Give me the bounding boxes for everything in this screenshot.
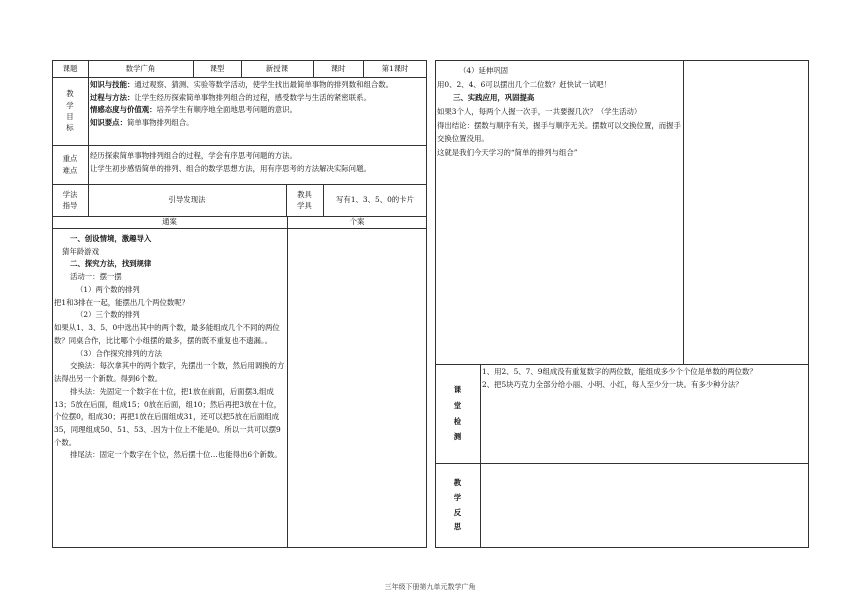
body-line: 二、探究方法，找到规律 <box>70 259 152 269</box>
check-content <box>482 366 807 461</box>
focus-line-1: 经历探索简单事物排列组合的过程，学会有序思考问题的方法。 <box>90 151 297 160</box>
body-line: 猜年龄游戏 <box>62 246 99 256</box>
body-line: 这就是我们今天学习的“简单的排列与组合” <box>437 148 578 158</box>
common-column-header: 通案 <box>162 217 177 227</box>
check-label: 课 堂 检 测 <box>453 385 462 442</box>
focus-line-2: 让学生初步感悟简单的排列、组合的数学思想方法，用有序思考的方法解决实际问题。 <box>90 163 371 173</box>
body-line: 交换法：每次拿其中的两个数字，先摆出一个数，然后用调换的方法得出另一个新数。得到6个数。 <box>54 361 285 384</box>
body-line: 一、创设情境，激趣导入 <box>70 234 152 243</box>
reflection-label: 教 学 反 思 <box>453 477 462 532</box>
period-value: 第1课时 <box>381 63 409 73</box>
body-line: 把1和3排在一起，能摆出几个两位数呢？ <box>54 297 190 307</box>
tools-value: 写有1、3、5、0的卡片 <box>336 195 414 205</box>
individual-column-header: 个案 <box>349 217 365 227</box>
tools-label: 教具 学具 <box>297 189 312 210</box>
type-value: 新授课 <box>265 63 289 73</box>
focus-label: 重点 难点 <box>62 154 78 175</box>
objectives-label: 教 学 目 标 <box>66 89 74 133</box>
body-line: （2）三个数的排列 <box>76 310 140 320</box>
objectives-content <box>90 79 424 143</box>
right-body-content <box>437 64 681 362</box>
body-line: 活动一：摆一摆 <box>70 272 122 282</box>
type-label: 课型 <box>209 63 225 73</box>
reflection-content <box>482 465 807 546</box>
page-footer: 三年级下册第九单元数学广角 <box>384 583 476 591</box>
course-label: 课题 <box>62 63 78 73</box>
objective-key: 知识要点：简单事物排列组合。 <box>90 118 194 128</box>
check-question-2: 2、把5块巧克力全部分给小丽、小明、小红，每人至少分一块。有多少种分法？ <box>482 379 743 389</box>
body-line: 排头法：先固定一个数字在十位，把1放在前面，后面摆3,组成13；5放在后面，组成15；0放在后面，组10；然后再把3放在十位，个位摆0，组成30；再把1放在后面组成31，还可以把5放在后面组成35，同理组成50、51、53、.因为十位上不能是0。所以一共可以摆9个数。 <box>54 386 282 447</box>
body-line: （4）延伸巩固 <box>459 66 509 75</box>
objective-method: 过程与方法：让学生经历探索简单事物排列组合的过程，感受数学与生活的紧密联系。 <box>90 92 371 102</box>
body-line: （3）合作探究排列的方法 <box>76 348 163 358</box>
focus-content <box>90 150 424 182</box>
body-line: 排尾法：固定一个数字在个位，然后摆十位…也能得出6个新数。 <box>70 450 282 460</box>
objective-skill: 知识与技能：通过观察、猜测、实验等数学活动，使学生找出最简单事物的排列数和组合数。 <box>90 80 394 89</box>
check-question-1: 1、用2、5、7、9组成没有重复数字的两位数，能组成多少个个位是单数的两位数？ <box>482 367 757 376</box>
period-label: 课时 <box>330 63 346 73</box>
body-line: 三、实践应用，巩固提高 <box>453 93 535 103</box>
body-line: 得出结论：摆数与顺序有关，握手与顺序无关。摆数可以交换位置，而握手交换位置没用。 <box>437 120 681 144</box>
body-line: （1）两个数的排列 <box>76 284 140 294</box>
left-body-content <box>54 233 285 546</box>
body-line: 如果从1、3、5、0中选出其中的两个数，最多能组成几个不同的两位数？同桌合作，比比哪个小组摆的最多，摆的既不重复也不遗漏。。 <box>54 323 280 345</box>
body-line: 如果3个人，每两个人握一次手，一共要握几次？（学生活动） <box>437 107 642 117</box>
course-value: 数学广角 <box>125 63 156 73</box>
body-line: 用0、2、4、6可以摆出几个二位数？赶快试一试吧！ <box>437 79 612 89</box>
objective-attitude: 情感态度与价值观：培养学生有顺序地全面地思考问题的意识。 <box>90 105 297 115</box>
method-label: 学法 指导 <box>62 189 78 210</box>
method-value: 引导发现法 <box>168 195 206 205</box>
